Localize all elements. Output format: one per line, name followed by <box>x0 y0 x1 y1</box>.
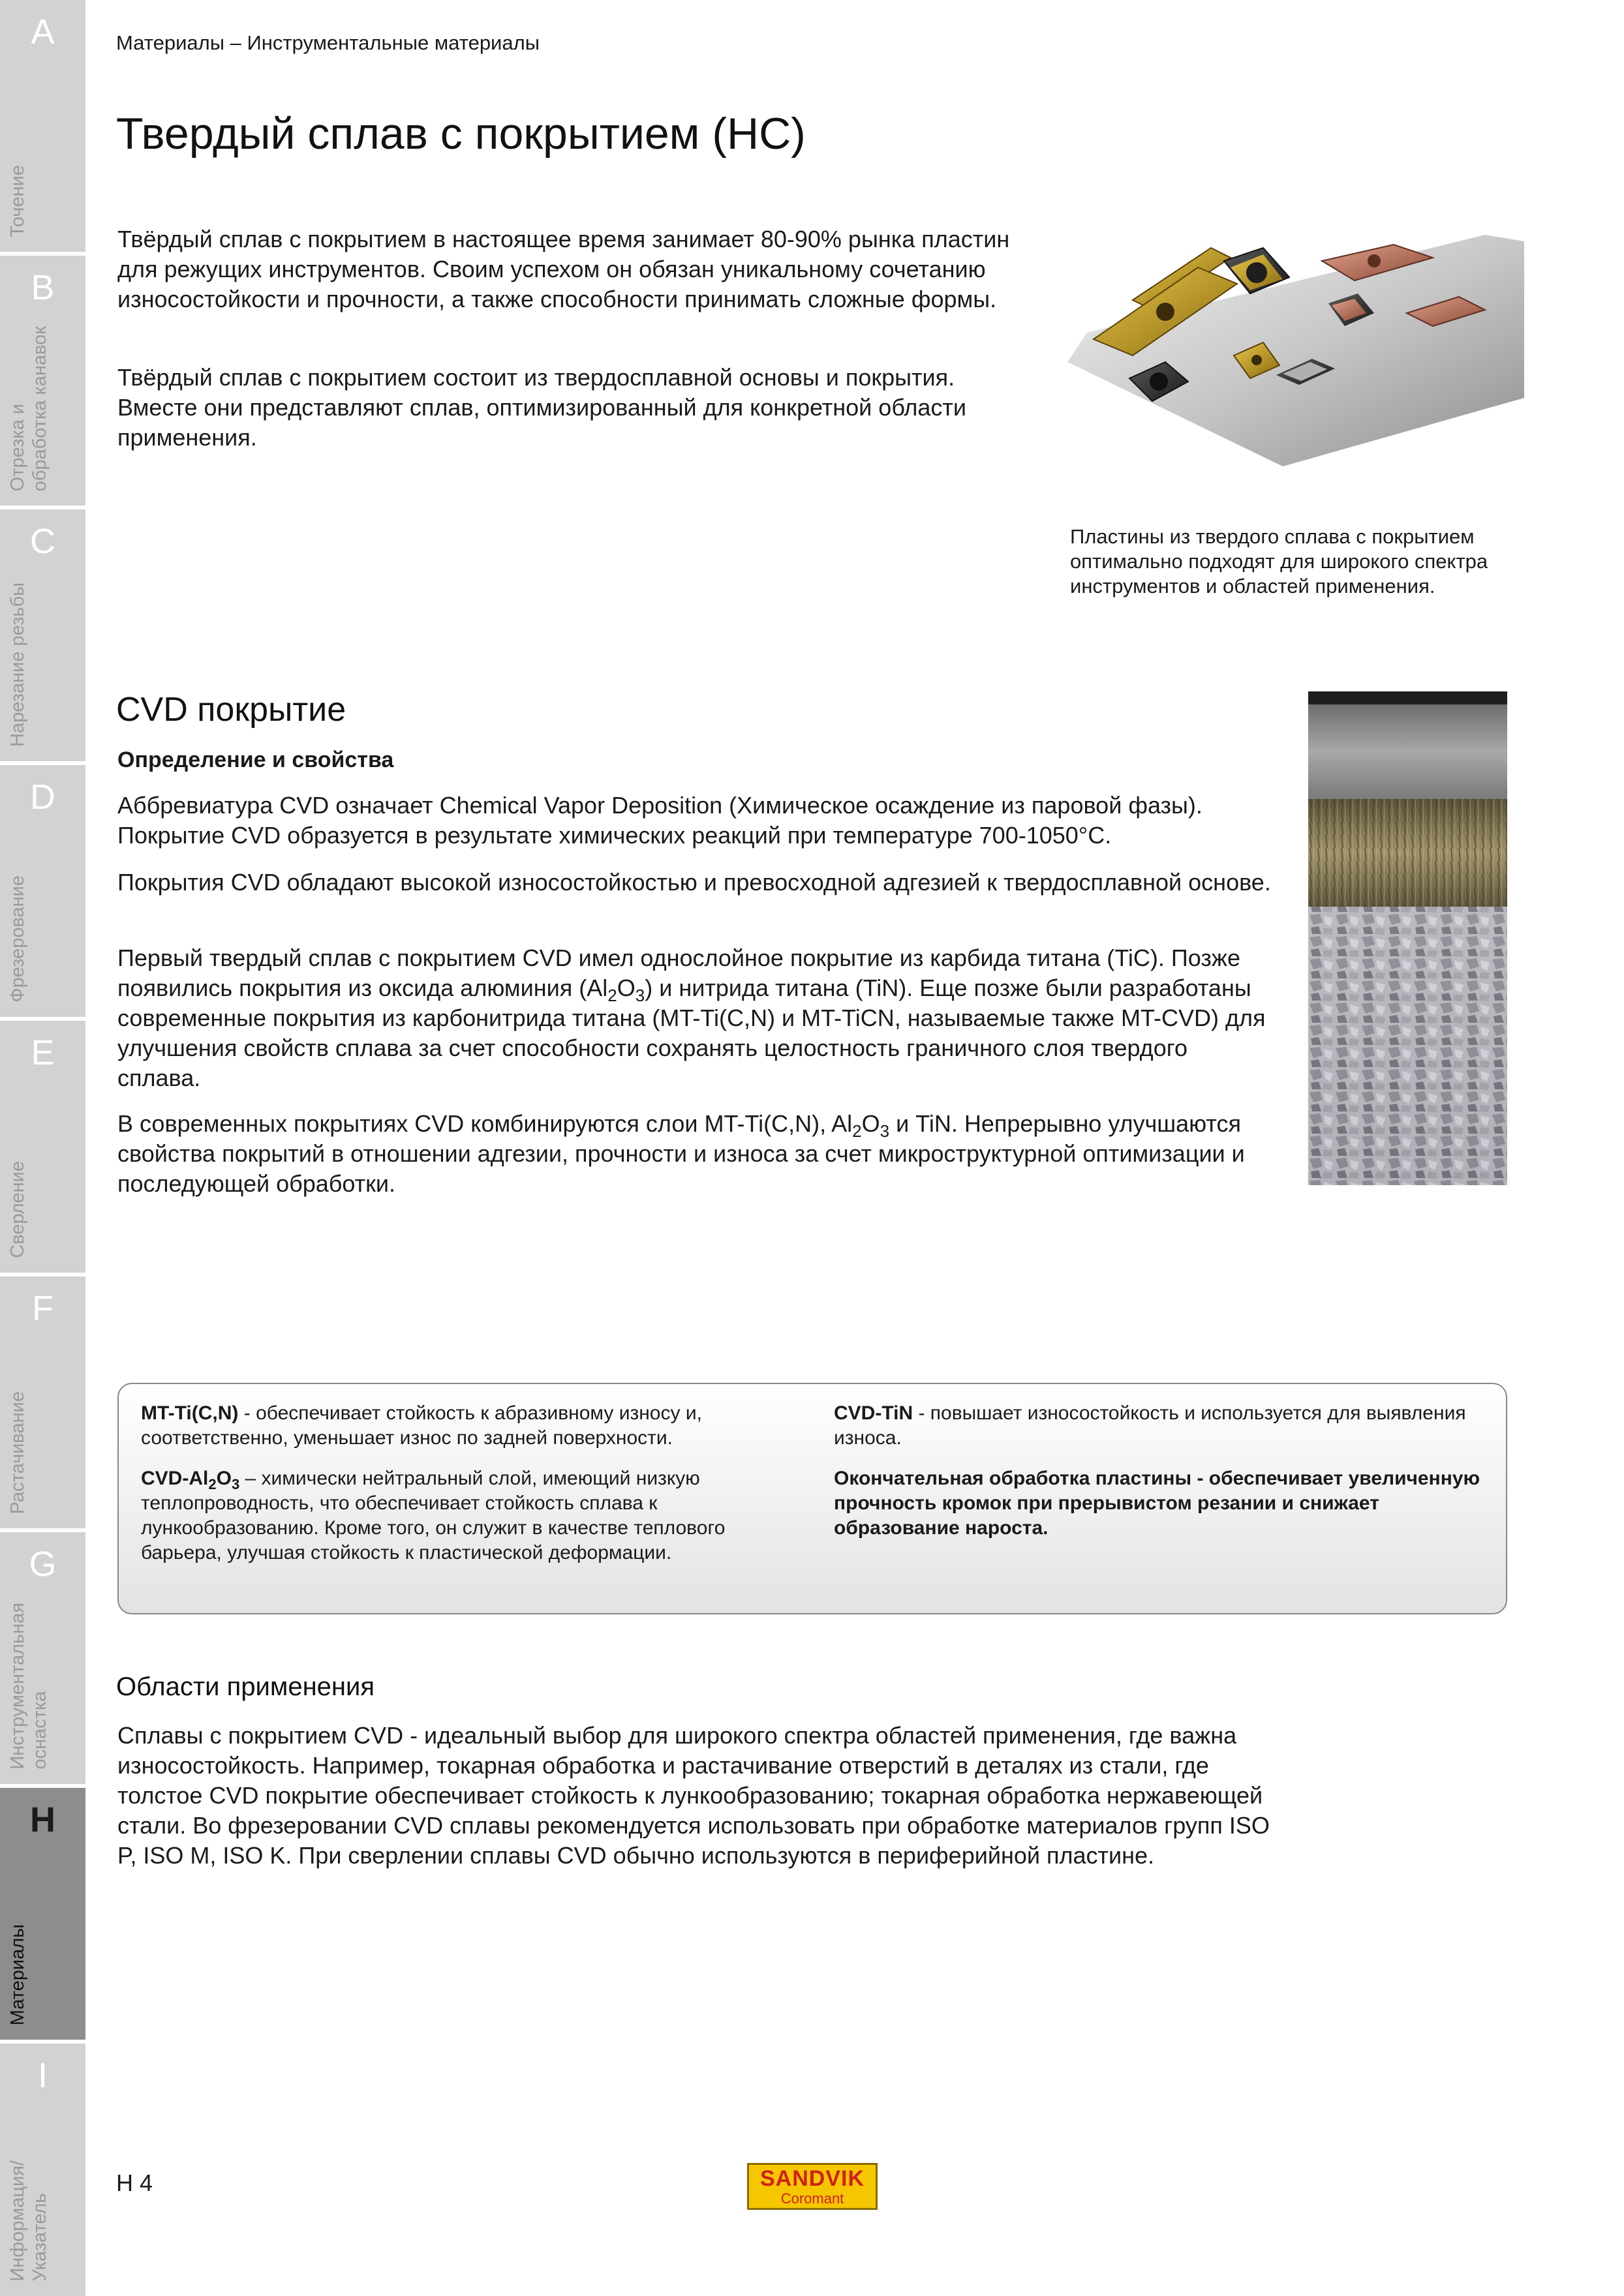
tab-label: Сверление <box>7 1161 28 1258</box>
infobox-mt-ticn <box>141 1401 793 1451</box>
tab-letter: B <box>31 268 55 307</box>
term: MT-Ti(C,N) <box>141 1402 239 1424</box>
infobox-cvd-tin <box>834 1401 1486 1451</box>
logo-subline: Coromant <box>780 2190 844 2207</box>
sidebar-tab-g[interactable] <box>0 1532 85 1784</box>
sidebar-tab-d[interactable] <box>0 765 85 1017</box>
text-run: CVD-Al <box>141 1468 209 1489</box>
cvd-paragraph-4 <box>117 1109 1272 1199</box>
tab-letter: C <box>30 522 55 561</box>
term-description: - обеспечивает стойкость к абразивному износу и, соответственно, уменьшает износ по задней поверхности. <box>141 1402 702 1449</box>
tab-letter: I <box>37 2056 48 2095</box>
subscript: 2 <box>208 1476 217 1492</box>
tab-label: Инструментальная оснастка <box>7 1603 50 1770</box>
page-title: Твердый сплав с покрытием (HC) <box>116 109 806 159</box>
text-run: Первый твердый сплав с покрытием CVD имел однослойное покрытие из карбида титана (TiC). Позже появились покрытия из оксида алюминия (Al <box>117 944 1241 1001</box>
term <box>141 1468 240 1492</box>
subscript: 2 <box>607 986 617 1006</box>
coating-microstructure-image <box>1308 691 1507 1185</box>
tab-label: Нарезание резьбы <box>7 582 28 747</box>
text-run: O <box>861 1110 880 1137</box>
text-run: В современных покрытиях CVD комбинируются слои MT-Ti(C,N), Al <box>117 1110 853 1137</box>
cvd-paragraph-2: Покрытия CVD обладают высокой износостойкостью и превосходной адгезией к твердосплавной основе. <box>117 869 1271 896</box>
sidebar-tab-i[interactable] <box>0 2044 85 2296</box>
term-description: – химически нейтральный слой, имеющий низкую теплопроводность, что обеспечивает стойкость сплава к лункообразованию. Кроме того, он служит в качестве теплового барьера, улучшая стойкость к пластической деформации. <box>141 1468 726 1563</box>
tab-label: Точение <box>7 165 28 237</box>
text-run: и TiN. Непрерывно улучшаются свойства покрытий в отношении адгезии, прочности и износа за счет микроструктурной оптимизации и последующей обработки. <box>117 1110 1245 1197</box>
logo-wordmark: SANDVIK <box>759 2166 865 2191</box>
subscript: 3 <box>231 1476 240 1492</box>
tab-letter: D <box>30 778 55 817</box>
carbide-inserts-photo <box>1067 222 1524 470</box>
section-title-applications: Области применения <box>116 1672 375 1701</box>
cvd-paragraph-3 <box>117 943 1272 1093</box>
cvd-paragraph-1: Аббревиатура CVD означает Chemical Vapor Deposition (Химическое осаждение из паровой фазы). Покрытие CVD образуется в результате химических реакций при температуре 700-1050°C. <box>117 792 1203 849</box>
subscript: 3 <box>635 986 645 1006</box>
tab-label: Фрезерование <box>7 875 28 1003</box>
term: CVD-TiN <box>834 1402 913 1424</box>
section-subtitle: Определение и свойства <box>117 748 394 772</box>
sidebar-tab-f[interactable] <box>0 1276 85 1528</box>
text-run: O <box>216 1468 232 1489</box>
text-run: O <box>617 974 636 1001</box>
tab-label: Растачивание <box>7 1391 28 1514</box>
section-sidebar <box>0 0 85 2296</box>
breadcrumb: Материалы – Инструментальные материалы <box>116 31 540 54</box>
section-title-cvd: CVD покрытие <box>116 691 346 729</box>
sidebar-tab-c[interactable] <box>0 509 85 761</box>
coating-layers-infobox <box>117 1383 1507 1614</box>
infobox-cvd-al2o3 <box>141 1466 793 1565</box>
tab-letter: G <box>29 1545 57 1584</box>
sidebar-tab-b[interactable] <box>0 256 85 506</box>
intro-paragraph-2: Твёрдый сплав с покрытием состоит из твердосплавной основы и покрытия. Вместе они представляют сплав, оптимизированный для конкретной области применения. <box>117 364 966 451</box>
page-number: H 4 <box>116 2169 153 2196</box>
infobox-final-treatment: Окончательная обработка пластины - обеспечивает увеличенную прочность кромок при прерывистом резании и снижает образование нароста. <box>834 1468 1480 1539</box>
sidebar-tab-a[interactable] <box>0 0 85 252</box>
tab-letter: F <box>32 1289 54 1328</box>
subscript: 2 <box>852 1121 862 1141</box>
tab-label: Отрезка и обработка канавок <box>7 325 50 491</box>
tab-letter: A <box>31 12 55 52</box>
tab-letter: E <box>31 1033 55 1072</box>
sidebar-tab-e[interactable] <box>0 1021 85 1273</box>
tab-label: Информация/ Указатель <box>7 2160 50 2282</box>
term-description: - повышает износостойкость и используется для выявления износа. <box>834 1402 1466 1449</box>
sidebar-tab-h[interactable] <box>0 1788 85 2040</box>
sandvik-coromant-logo <box>747 2163 878 2210</box>
tab-letter: H <box>30 1800 55 1839</box>
intro-paragraph-1: Твёрдый сплав с покрытием в настоящее время занимает 80-90% рынка пластин для режущих инструментов. Своим успехом он обязан уникальному сочетанию износостойкости и прочности, а также способности принимать сложные формы. <box>117 226 1010 312</box>
text-run: ) и нитрида титана (TiN). Еще позже были разработаны современные покрытия из карбонитрида титана (MT-Ti(C,N) и MT-TiCN, называемые также MT-CVD) для улучшения свойств сплава за счет способности сохранять целостность граничного слоя твердого сплава. <box>117 974 1266 1091</box>
subscript: 3 <box>880 1121 890 1141</box>
photo-caption: Пластины из твердого сплава с покрытием оптимально подходят для широкого спектра инструментов и областей применения. <box>1070 525 1488 597</box>
tab-label: Материалы <box>7 1924 28 2025</box>
applications-paragraph: Сплавы с покрытием CVD - идеальный выбор для широкого спектра областей применения, где важна износостойкость. Например, токарная обработка и растачивание отверстий в деталях из стали, где толстое CVD покрытие обеспечивает стойкость к лункообразованию; токарная обработка нержавеющей стали. Во фрезеровании CVD сплавы рекомендуется использовать при обработке материалов групп ISO P, ISO M, ISO K. При сверлении сплавы CVD обычно используются в периферийной пластине. <box>117 1722 1270 1869</box>
